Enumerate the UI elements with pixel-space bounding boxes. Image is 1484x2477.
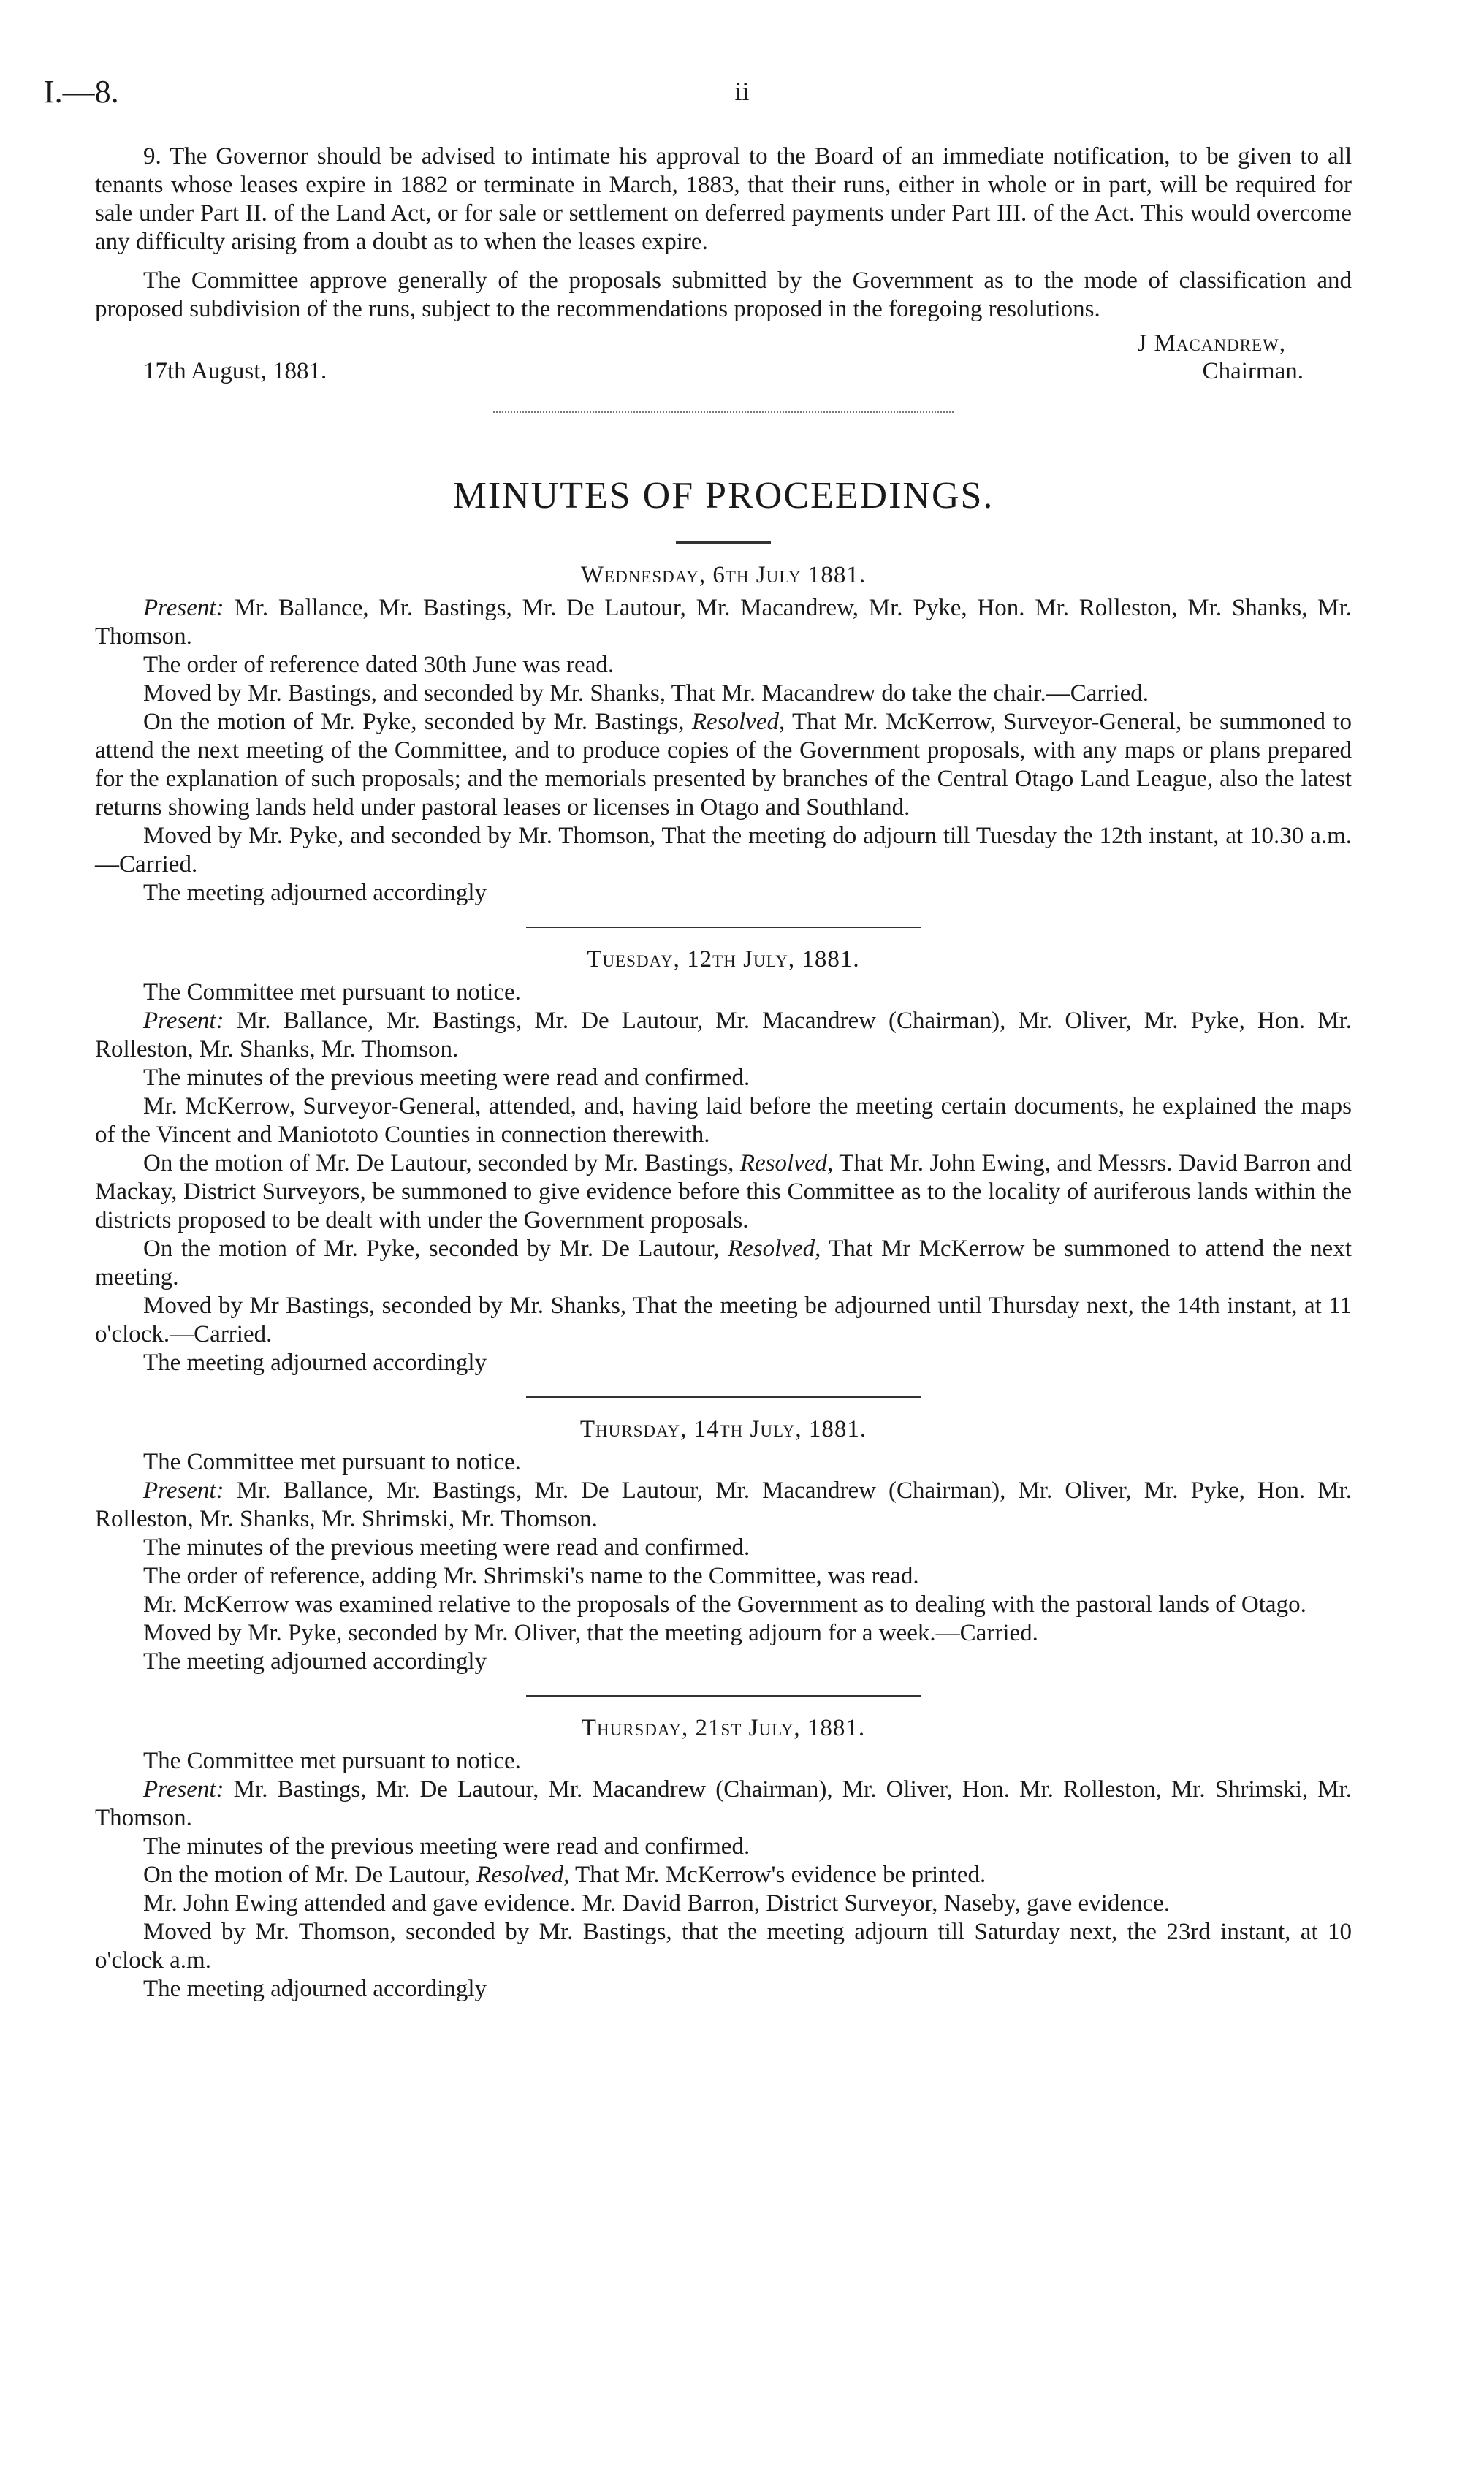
meeting-divider — [526, 927, 921, 928]
present-paragraph — [95, 1007, 1352, 1064]
minute-paragraph — [95, 708, 1352, 822]
minute-paragraph: Mr. McKerrow was examined relative to the proposals of the Government as to dealing with the pastoral lands of Otago. — [143, 1591, 1306, 1618]
report-paragraph-9: 9. The Governor should be advised to intimate his approval to the Board of an immediate notification, to be given to all tenants whose leases expire in 1882 or terminate in March, 1883, that their runs, either in whole or in part, will be required for sale under Part II. of the Land Act, or for sale or settlement on deferred payments under Part III. of the Act. This would overcome any difficulty arising from a doubt as to when the leases expire. — [95, 143, 1352, 255]
minute-paragraph — [95, 1861, 1352, 1890]
motion-text: On the motion of Mr. De Lautour, seconded by Mr. Bastings, — [143, 1150, 740, 1176]
minute-paragraph — [95, 1149, 1352, 1235]
meeting-section — [95, 561, 1352, 908]
page-header — [44, 73, 1440, 117]
minute-paragraph: Moved by Mr. Pyke, seconded by Mr. Oliver, that the meeting adjourn for a week.—Carried. — [143, 1620, 1038, 1646]
minute-paragraph: The meeting adjourned accordingly — [143, 880, 487, 906]
meeting-section — [95, 1415, 1352, 1676]
signature-name: J Macandrew, — [1137, 330, 1286, 357]
present-members: Mr. Ballance, Mr. Bastings, Mr. De Lautour, Mr. Macandrew (Chairman), Mr. Oliver, Mr. Pyke, Hon. Mr. Rolleston, Mr. Shanks, Mr. Thomson. — [95, 1008, 1352, 1062]
report-approval-paragraph: The Committee approve generally of the proposals submitted by the Government as to the mode of classification and proposed subdivision of the runs, subject to the recommendations proposed in the foregoing resolutions. — [95, 267, 1352, 322]
present-label: Present: — [143, 1477, 224, 1504]
resolved-label: Resolved — [739, 1150, 827, 1176]
meeting-date: Wednesday, 6th July 1881. — [580, 562, 867, 588]
minutes-title: MINUTES OF PROCEEDINGS. — [452, 475, 994, 517]
resolution-text: , That Mr. John Ewing, and Messrs. David Barron and Mackay, District Surveyors, be summoned to give evidence before this Committee as to the locality of auriferous lands within the districts proposed to be dealt with under the Government proposals. — [95, 1150, 1352, 1233]
meeting-divider — [526, 1396, 921, 1398]
minute-paragraph: The Committee met pursuant to notice. — [143, 979, 521, 1005]
meeting-section — [95, 945, 1352, 1377]
meeting-date: Tuesday, 12th July, 1881. — [587, 946, 860, 973]
present-label: Present: — [143, 595, 224, 621]
minute-paragraph: Moved by Mr Bastings, seconded by Mr. Shanks, That the meeting be adjourned until Thursday next, the 14th instant, at 11 o'clock.—Carried. — [95, 1293, 1352, 1347]
minute-paragraph: Mr. John Ewing attended and gave evidence. Mr. David Barron, District Surveyor, Naseby, gave evidence. — [143, 1890, 1171, 1917]
minute-paragraph: The minutes of the previous meeting were read and confirmed. — [143, 1065, 750, 1091]
minute-paragraph: The minutes of the previous meeting were read and confirmed. — [143, 1833, 750, 1860]
page-content — [95, 142, 1352, 2004]
minute-paragraph: The meeting adjourned accordingly — [143, 1976, 487, 2002]
minute-paragraph: The meeting adjourned accordingly — [143, 1350, 487, 1376]
resolved-label: Resolved — [691, 709, 779, 735]
motion-text: On the motion of Mr. Pyke, seconded by Mr. De Lautour, — [143, 1236, 728, 1262]
present-label: Present: — [143, 1008, 224, 1034]
present-paragraph — [95, 1477, 1352, 1534]
minute-paragraph: The order of reference, adding Mr. Shrimski's name to the Committee, was read. — [143, 1563, 919, 1589]
paper-reference: I.—8. — [44, 74, 119, 110]
motion-text: On the motion of Mr. De Lautour, — [143, 1862, 477, 1888]
minute-paragraph: The order of reference dated 30th June was read. — [143, 652, 614, 678]
title-underline — [676, 541, 771, 544]
minute-paragraph: Moved by Mr. Pyke, and seconded by Mr. Thomson, That the meeting do adjourn till Tuesday the 12th instant, at 10.30 a.m.—Carried. — [95, 823, 1352, 878]
minute-paragraph: The minutes of the previous meeting were read and confirmed. — [143, 1534, 750, 1561]
present-members: Mr. Ballance, Mr. Bastings, Mr. De Lautour, Mr. Macandrew, Mr. Pyke, Hon. Mr. Rolleston, Mr. Shanks, Mr. Thomson. — [95, 595, 1352, 650]
minute-paragraph — [95, 1235, 1352, 1292]
present-members: Mr. Ballance, Mr. Bastings, Mr. De Lautour, Mr. Macandrew (Chairman), Mr. Oliver, Mr. Pyke, Hon. Mr. Rolleston, Mr. Shanks, Mr. Shrimski, Mr. Thomson. — [95, 1477, 1352, 1532]
signature-block — [95, 328, 1352, 387]
meeting-divider — [526, 1695, 921, 1697]
minute-paragraph: Moved by Mr. Thomson, seconded by Mr. Bastings, that the meeting adjourn till Saturday next, the 23rd instant, at 10 o'clock a.m. — [95, 1919, 1352, 1974]
resolution-text: , That Mr. McKerrow's evidence be printed. — [563, 1862, 986, 1888]
meeting-section — [95, 1714, 1352, 2004]
resolved-label: Resolved — [476, 1862, 564, 1888]
minute-paragraph: Mr. McKerrow, Surveyor-General, attended, and, having laid before the meeting certain documents, he explained the maps of the Vincent and Maniototo Counties in connection therewith. — [95, 1093, 1352, 1148]
resolution-text: , That Mr. McKerrow, Surveyor-General, be summoned to attend the next meeting of the Committee, and to produce copies of the Government proposals, with any maps or plans prepared for the explanation of such proposals; and the memorials presented by branches of the Central Otago Land League, also the latest returns showing lands held under pastoral leases or licenses in Otago and Southland. — [95, 709, 1352, 821]
present-paragraph — [95, 594, 1352, 651]
report-date: 17th August, 1881. — [143, 358, 327, 384]
meeting-date: Thursday, 14th July, 1881. — [579, 1416, 867, 1442]
minute-paragraph: Moved by Mr. Bastings, and seconded by Mr. Shanks, That Mr. Macandrew do take the chair.—Carried. — [143, 680, 1149, 707]
present-members: Mr. Bastings, Mr. De Lautour, Mr. Macandrew (Chairman), Mr. Oliver, Hon. Mr. Rolleston, Mr. Shrimski, Mr. Thomson. — [95, 1776, 1352, 1831]
motion-text: On the motion of Mr. Pyke, seconded by Mr. Bastings, — [143, 709, 692, 735]
section-divider — [493, 411, 954, 413]
minute-paragraph: The meeting adjourned accordingly — [143, 1648, 487, 1675]
minute-paragraph: The Committee met pursuant to notice. — [143, 1748, 521, 1774]
present-paragraph — [95, 1776, 1352, 1833]
meeting-date: Thursday, 21st July, 1881. — [581, 1715, 866, 1741]
resolution-text: , That Mr McKerrow be summoned to attend the next meeting. — [95, 1236, 1352, 1290]
page-number: ii — [734, 77, 750, 106]
minute-paragraph: The Committee met pursuant to notice. — [143, 1449, 521, 1475]
signature-title: Chairman. — [1202, 358, 1304, 384]
resolved-label: Resolved — [728, 1236, 815, 1262]
present-label: Present: — [143, 1776, 224, 1803]
